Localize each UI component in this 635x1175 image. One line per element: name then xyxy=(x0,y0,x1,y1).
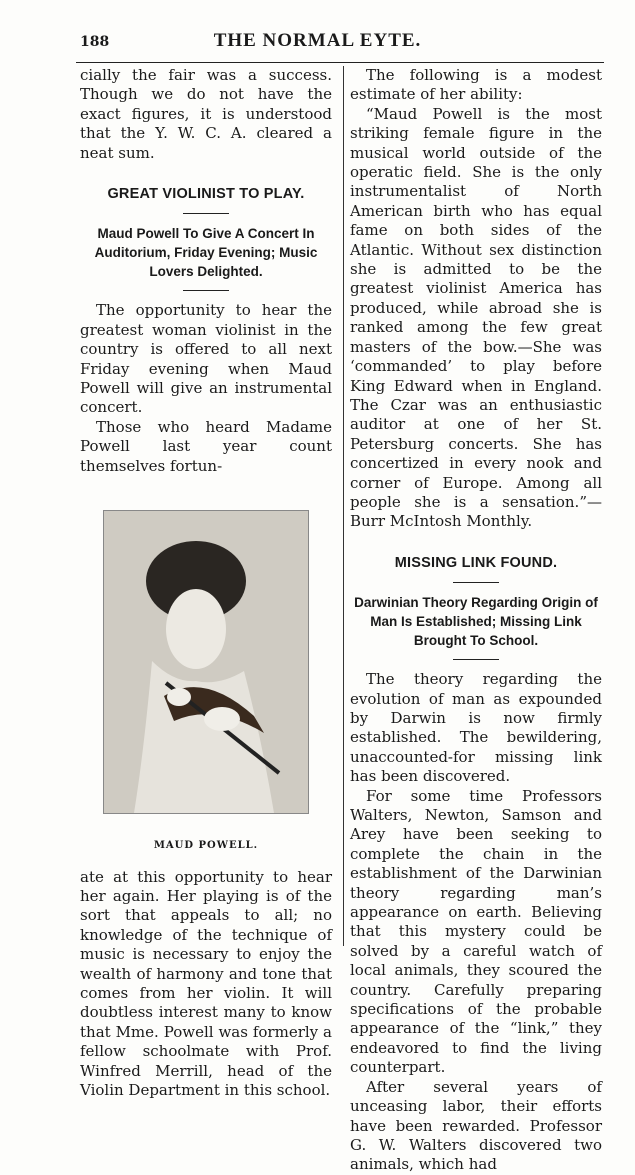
page-number: 188 xyxy=(80,34,110,50)
article-subheadline-violinist: Maud Powell To Give A Concert In Auditorium, Friday Evening; Music Lovers Delighted. xyxy=(94,226,318,280)
journal-title: THE NORMAL EYTE. xyxy=(213,30,422,51)
left-column xyxy=(80,66,332,1100)
divider-rule xyxy=(183,290,229,291)
column-divider xyxy=(343,66,344,946)
violinist-paragraph-1: The opportunity to hear the greatest woman violinist in the country is offered to all next Friday evening when Maud Powell will give an instrumental concert. xyxy=(80,301,332,417)
header-rule xyxy=(76,62,604,63)
missing-link-paragraph-2: For some time Professors Walters, Newton, Samson and Arey have been seeking to complete the chain in the establishment of the Darwinian theory regarding man’s appearance on earth. Believing that this mystery could be solved by a careful watch of local animals, they scoured the country. Carefully preparing specifications of the probable appearance of the “link,” they endeavored to find the living counterpart. xyxy=(350,786,602,1077)
page-header xyxy=(0,30,635,60)
portrait-illustration xyxy=(104,511,308,813)
portrait-photo xyxy=(103,510,309,814)
estimate-intro: The following is a modest estimate of her ability: xyxy=(350,66,602,104)
continued-paragraph: cially the fair was a success. Though we do not have the exact figures, it is understood that the Y. W. C. A. cleared a neat sum. xyxy=(80,66,332,162)
missing-link-paragraph-1: The theory regarding the evolution of man as expounded by Darwin is now firmly established. The bewildering, unaccounted-for missing link has been discovered. xyxy=(350,670,602,786)
quote-paragraph: “Maud Powell is the most striking female figure in the musical world outside of the operatic field. She is the only instrumentalist of North American birth who has equal fame on both sides of the Atlantic. Without sex distinction she is admitted to be the greatest violinist America has produced, while abroad she is ranked among the few great masters of the bow.—She was ‘commanded’ to play before King Edward when in England. The Czar was an enthusiastic auditor at one of her St. Petersburg concerts. She has concertized in every nook and corner of Europe. Among all people she is a sensation.”—Burr McIntosh Monthly. xyxy=(350,104,602,531)
right-column xyxy=(350,66,602,1175)
divider-rule xyxy=(453,659,499,660)
article-subheadline-missing-link: Darwinian Theory Regarding Origin of Man Is Established; Missing Link Brought To School. xyxy=(354,595,598,649)
violinist-paragraph-2: Those who heard Madame Powell last year count themselves fortun- xyxy=(80,417,332,475)
article-headline-missing-link: MISSING LINK FOUND. xyxy=(394,554,558,571)
violinist-paragraph-3: ate at this opportunity to hear her again. Her playing is of the sort that appeals to all; no knowledge of the technique of music is necessary to enjoy the wealth of harmony and tone that comes from her violin. It will doubtless interest many to know that Mme. Powell was formerly a fellow schoolmate with Prof. Winfred Merrill, head of the Violin Department in this school. xyxy=(80,867,332,1099)
article-headline-violinist: GREAT VIOLINIST TO PLAY. xyxy=(107,186,305,203)
missing-link-paragraph-3: After several years of unceasing labor, their efforts have been rewarded. Professor G. W. Walters discovered two animals, which had xyxy=(350,1077,602,1174)
divider-rule xyxy=(183,213,229,214)
divider-rule xyxy=(453,582,499,583)
photo-caption: MAUD POWELL. xyxy=(153,840,259,852)
